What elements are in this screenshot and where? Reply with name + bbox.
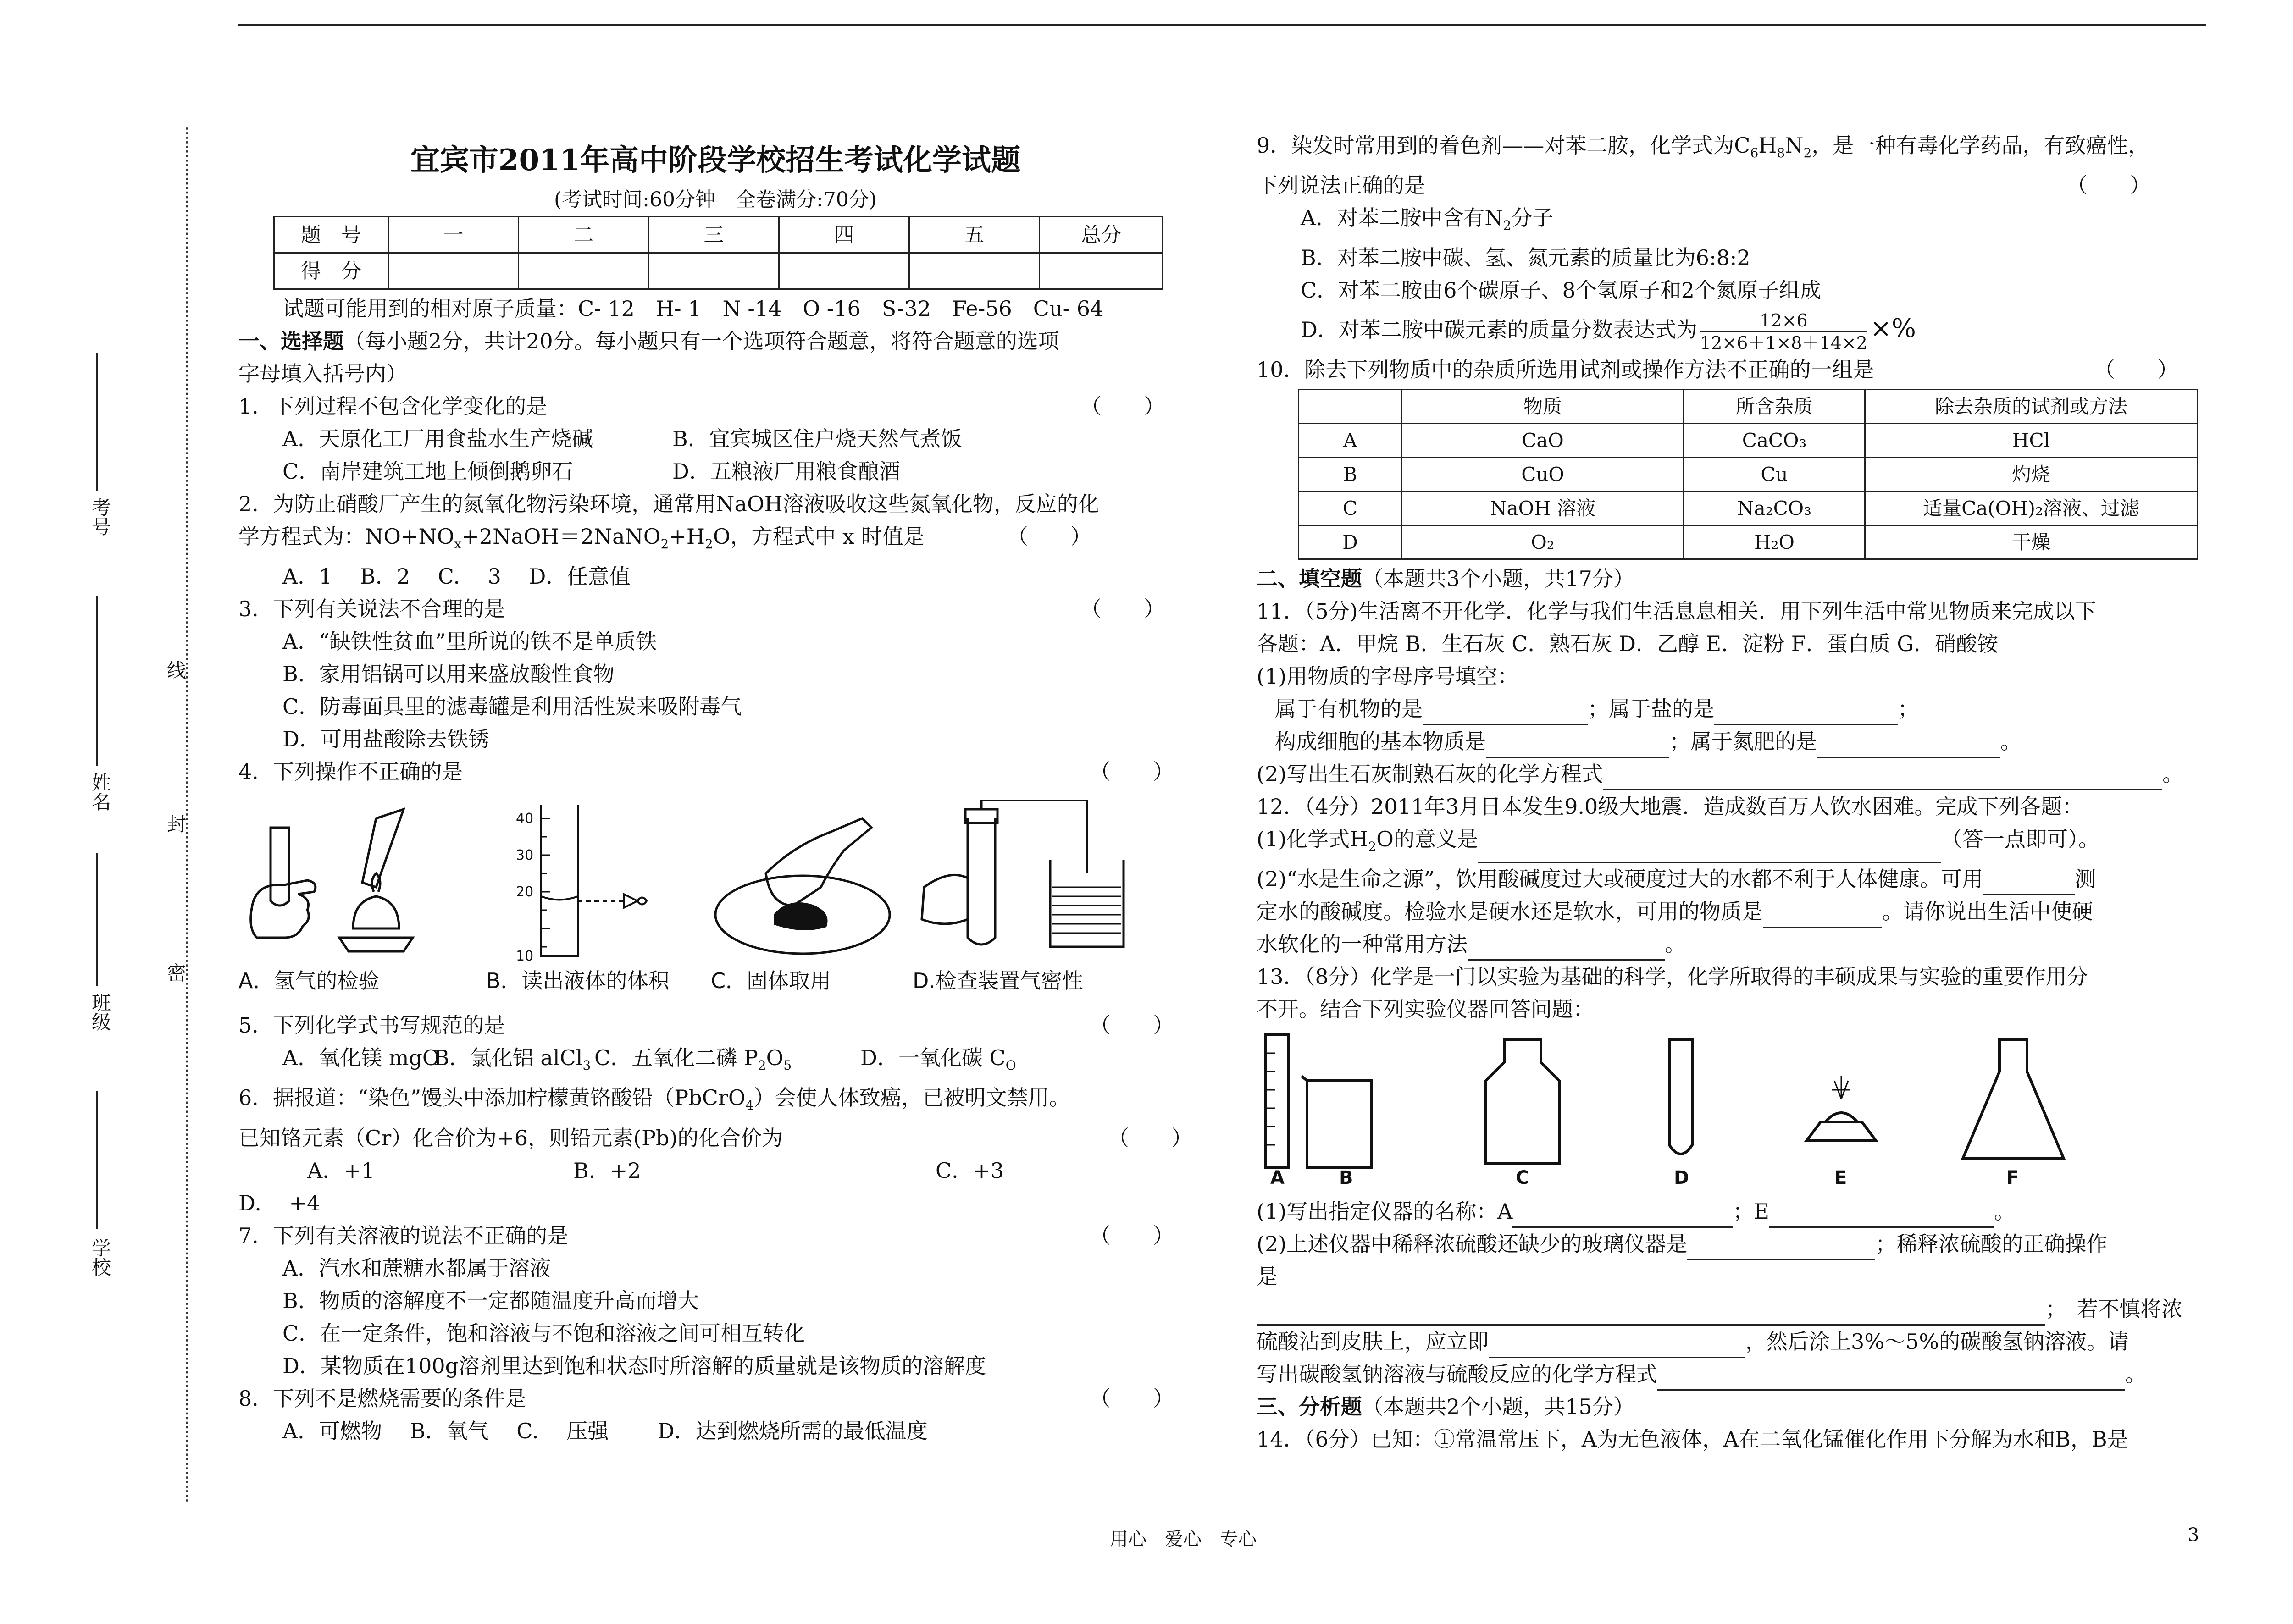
score-value-row <box>274 253 1163 289</box>
seal-char-line: 线 <box>164 660 187 679</box>
question-10: 10．除去下列物质中的杂质所选用试剂或操作方法不正确的一组是 （ ） <box>1257 354 2206 386</box>
atomic-masses: 试题可能用到的相对原子质量：C- 12 H- 1 N -14 O -16 S-32 Fe-56 Cu- 64 <box>282 296 1104 321</box>
answer-paren[interactable]: （ ） <box>1090 1013 1174 1038</box>
instrument-label: A <box>1270 1167 1285 1187</box>
answer-blank[interactable] <box>1763 905 1882 928</box>
exam-no-label: 考号 <box>89 497 111 536</box>
section-2-heading: 二、填空题 <box>1257 566 1362 591</box>
seal-char-secret: 密 <box>164 963 187 982</box>
figure-b <box>486 800 711 997</box>
left-column <box>238 138 1192 1447</box>
answer-blank[interactable] <box>1257 1302 2045 1326</box>
class-label: 班级 <box>89 993 111 1031</box>
answer-blank[interactable] <box>1478 840 1941 863</box>
option-row: A．氧化镁 mgOB．氯化铝 alCl$_3$ C．五氧化二磷 $P_2O_5$ D．一氧化碳 $C_O$ <box>282 1045 1016 1073</box>
impurity-table <box>1298 389 2198 560</box>
answer-paren[interactable]: （ ） <box>1080 597 1165 622</box>
class-blank <box>96 853 98 986</box>
question-11: 11．（5分)生活离不开化学．化学与我们生活息息相关．用下列生活中常见物质来完成以下 <box>1257 598 2096 624</box>
figure-c <box>711 800 913 997</box>
q4-figures <box>238 800 1192 997</box>
section-1-intro: 一、选择题（每小题2分，共计20分。每小题只有一个选项符合题意，将符合题意的选项 <box>238 329 1059 354</box>
question-2-cont: 学方程式为：$NO+NO_x+2NaOH=2NaNO_2+H_2O$，方程式中 x 时值是 （ ） <box>238 520 1192 560</box>
answer-blank[interactable] <box>1603 767 2162 790</box>
score-input[interactable] <box>388 253 519 289</box>
option-b: B．物质的溶解度不一定都随温度升高而增大 <box>282 1288 699 1313</box>
answer-paren[interactable]: （ ） <box>1090 1223 1174 1248</box>
question-7: 7．下列有关溶液的说法不正确的是 （ ） <box>238 1220 1192 1252</box>
name-label: 姓名 <box>89 773 111 811</box>
table-header-row: 物质 所含杂质 除去杂质的试剂或方法 <box>1299 389 2198 423</box>
section-1-heading: 一、选择题 <box>238 329 344 354</box>
school-label: 学校 <box>89 1238 111 1276</box>
score-cell: 五 <box>909 217 1040 253</box>
score-label: 得 分 <box>274 253 388 289</box>
figure-d <box>913 800 1160 997</box>
conical-flask-f <box>1963 1039 2064 1159</box>
question-13-part2: (2)上述仪器中稀释浓硫酸还缺少的玻璃仪器是 ；稀释浓硫酸的正确操作 <box>1257 1228 2206 1260</box>
score-input[interactable] <box>909 253 1040 289</box>
question-13-part1: (1)写出指定仪器的名称：A ；E 。 <box>1257 1195 2206 1228</box>
option-row: A．+1 B．+2 C．+3 <box>307 1158 1004 1183</box>
answer-blank[interactable] <box>1468 937 1665 961</box>
option-c: C．防毒面具里的滤毒罐是利用活性炭来吸附毒气 <box>282 694 742 719</box>
answer-blank[interactable] <box>1983 872 2075 895</box>
scale-label-30: 30 <box>516 847 534 864</box>
question-13: 13．（8分）化学是一门以实验为基础的科学，化学所取得的丰硕成果与实验的重要作用分 <box>1257 964 2088 989</box>
instrument-label: B <box>1339 1167 1353 1187</box>
answer-blank[interactable] <box>1769 1204 1994 1228</box>
option-d: D．对苯二胺中碳元素的质量分数表达式为 $\frac{12\times 6}{12\times 6+1\times 8+14\times 2}$ ×% <box>1301 310 1916 353</box>
question-14: 14．（6分）已知：①常温常压下，A为无色液体，A在二氧化锰催化作用下分解为水和B，B是 <box>1257 1427 2128 1452</box>
graduated-cylinder-a <box>1266 1035 1289 1168</box>
question-12-part1: (1)化学式$H_2O$的意义是 （答一点即可）。 <box>1257 823 2206 863</box>
option-row: A．天原化工厂用食盐水生产烧碱 B．宜宾城区住户烧天然气煮饭 <box>282 426 962 451</box>
answer-blank[interactable] <box>1714 702 1898 725</box>
score-cell: 总分 <box>1040 217 1163 253</box>
question-11-cont: 各题：A．甲烷 B．生石灰 C．熟石灰 D．乙醇 E．淀粉 F．蛋白质 G．硝酸铵 <box>1257 631 1999 656</box>
answer-blank[interactable] <box>1489 1335 1745 1358</box>
option-a: A．“缺铁性贫血”里所说的铁不是单质铁 <box>282 629 657 654</box>
question-9: 9．染发时常用到的着色剂——对苯二胺，化学式为$C_6H_8N_2$，是一种有毒化学药品，有致癌性， <box>1257 133 2149 161</box>
question-6-cont: 已知铬元素（Cr）化合价为+6，则铅元素(Pb)的化合价为 （ ） <box>238 1122 1192 1154</box>
instrument-label: E <box>1834 1167 1847 1187</box>
section-3-intro: 三、分析题（本题共2个小题，共15分） <box>1257 1394 1634 1420</box>
option-a: A．汽水和蔗糖水都属于溶液 <box>282 1255 551 1281</box>
option-row: A．1 B．2 C. 3 D．任意值 <box>282 564 631 589</box>
option-row: A．可燃物 B．氧气 C. 压强 D．达到燃烧所需的最低温度 <box>282 1418 928 1443</box>
score-input[interactable] <box>779 253 909 289</box>
question-8: 8．下列不是燃烧需要的条件是 （ ） <box>238 1382 1192 1415</box>
option-d: D．某物质在100g溶剂里达到饱和状态时所溶解的质量就是该物质的溶解度 <box>282 1353 986 1378</box>
school-blank <box>96 1091 98 1229</box>
answer-blank[interactable] <box>1512 1204 1733 1228</box>
exam-no-blank <box>96 353 98 491</box>
exam-info: (考试时间:60分钟 全卷满分:70分) <box>554 188 877 211</box>
option-d: D．可用盐酸除去铁锈 <box>282 727 489 752</box>
table-row: A CaO CaCO₃ HCl <box>1299 423 2198 457</box>
scale-label-20: 20 <box>516 884 534 900</box>
score-cell: 一 <box>388 217 519 253</box>
score-header-row <box>274 217 1163 253</box>
right-column <box>1257 129 2206 1456</box>
question-4: 4．下列操作不正确的是 （ ） <box>238 756 1192 788</box>
test-tube-d <box>1669 1039 1692 1154</box>
table-row: C NaOH 溶液 Na₂CO₃ 适量Ca(OH)₂溶液、过滤 <box>1299 491 2198 525</box>
figure-a-caption: A．氢气的检验 <box>238 968 380 994</box>
instrument-label: F <box>2006 1167 2019 1187</box>
answer-paren[interactable]: （ ） <box>1090 1386 1174 1411</box>
option-c: C．对苯二胺由6个碳原子、8个氢原子和2个氮原子组成 <box>1301 278 1821 303</box>
question-3: 3．下列有关说法不合理的是 （ ） <box>238 593 1192 625</box>
top-rule <box>238 24 2206 26</box>
section-2-intro: 二、填空题（本题共3个小题，共17分） <box>1257 566 1634 591</box>
answer-blank[interactable] <box>1486 735 1669 758</box>
score-cell: 四 <box>779 217 909 253</box>
score-cell: 三 <box>649 217 779 253</box>
name-blank <box>96 596 98 766</box>
option-b: B．对苯二胺中碳、氢、氮元素的质量比为6:8:2 <box>1301 245 1750 271</box>
score-input[interactable] <box>649 253 779 289</box>
page-number: 3 <box>2188 1525 2199 1546</box>
graduated-cylinder-illustration <box>486 800 711 965</box>
beaker-b <box>1302 1076 1371 1168</box>
question-12-part2-cont: 定水的酸碱度。检验水是硬水还是软水，可用的物质是 。请你说出生活中使硬 <box>1257 895 2206 928</box>
option-a: A．对苯二胺中含有$N_2$分子 <box>1301 205 1554 233</box>
question-5: 5．下列化学式书写规范的是 （ ） <box>238 1009 1192 1042</box>
solid-handling-illustration <box>711 800 913 965</box>
q11-blanks-row2: 构成细胞的基本物质是 ；属于氮肥的是 。 <box>1257 725 2206 758</box>
answer-paren[interactable]: （ ） <box>2066 173 2151 198</box>
lab-instruments-illustration <box>1257 1030 2151 1186</box>
instrument-label: D <box>1674 1167 1689 1187</box>
question-12-part2: (2)“水是生命之源”，饮用酸碱度过大或硬度过大的水都不利于人体健康。可用 测 <box>1257 863 2206 895</box>
answer-paren[interactable]: （ ） <box>1080 394 1165 419</box>
question-9-cont: 下列说法正确的是 （ ） <box>1257 169 2206 202</box>
answer-blank[interactable] <box>1423 702 1588 725</box>
score-cell: 二 <box>519 217 649 253</box>
alcohol-lamp-e <box>1807 1113 1876 1140</box>
question-1: 1．下列过程不包含化学变化的是 （ ） <box>238 390 1192 423</box>
answer-paren[interactable]: （ ） <box>1108 1125 1192 1150</box>
hydrogen-test-illustration <box>238 800 486 965</box>
figure-a <box>238 800 486 997</box>
answer-blank[interactable] <box>1817 735 2000 758</box>
option-c: C．在一定条件，饱和溶液与不饱和溶液之间可相互转化 <box>282 1320 805 1346</box>
figure-c-caption: C．固体取用 <box>711 968 831 994</box>
answer-blank[interactable] <box>1687 1237 1875 1260</box>
section-3-heading: 三、分析题 <box>1257 1394 1362 1420</box>
option-row: C．南岸建筑工地上倾倒鹅卵石 D．五粮液厂用粮食酿酒 <box>282 459 900 484</box>
question-13-cont: 不开。结合下列实验仪器回答问题： <box>1257 997 1594 1022</box>
scale-label-10: 10 <box>516 948 534 965</box>
page-title: 宜宾市2011年高中阶段学校招生考试化学试题 <box>410 143 1021 177</box>
answer-paren[interactable]: （ ） <box>2094 357 2178 382</box>
question-2: 2．为防止硝酸厂产生的氮氧化物污染环境，通常用NaOH溶液吸收这些氮氧化物，反应的化 <box>238 492 1099 516</box>
question-12-part2-end: 水软化的一种常用方法 。 <box>1257 928 2206 961</box>
seal-char-seal: 封 <box>164 814 187 833</box>
score-table <box>273 216 1163 290</box>
airtightness-check-illustration <box>913 800 1160 965</box>
answer-blank[interactable] <box>1657 1367 2125 1391</box>
figure-b-caption: B．读出液体的体积 <box>486 968 670 994</box>
footer-motto: 用心 爱心 专心 <box>1110 1529 1257 1550</box>
section-1-intro-cont: 字母填入括号内） <box>238 361 407 386</box>
score-input[interactable] <box>1040 253 1163 289</box>
mass-fraction: $\frac{12\times 6}{12\times 6+1\times 8+14\times 2}$ <box>1700 310 1867 353</box>
scale-label-40: 40 <box>516 811 534 827</box>
answer-paren[interactable]: （ ） <box>1007 524 1091 549</box>
table-row: B CuO Cu 灼烧 <box>1299 457 2198 491</box>
instrument-label: C <box>1516 1167 1529 1187</box>
question-6: 6．据报道：“染色”馒头中添加柠檬黄铬酸铅（PbCrO$_4$）会使人体致癌，已被明文禁用。 <box>238 1085 1070 1113</box>
question-13-part2-cont: 是 <box>1257 1264 1278 1289</box>
question-12: 12．（4分）2011年3月日本发生9.0级大地震．造成数百万人饮水困难。完成下列各题： <box>1257 794 2083 819</box>
reagent-bottle-c <box>1486 1039 1559 1163</box>
question-13-part3-cont: 写出碳酸氢钠溶液与硫酸反应的化学方程式 。 <box>1257 1358 2206 1391</box>
question-11-part1: (1)用物质的字母序号填空： <box>1257 663 1519 689</box>
answer-paren[interactable]: （ ） <box>1090 759 1174 784</box>
score-input[interactable] <box>519 253 649 289</box>
figure-d-caption: D.检查装置气密性 <box>913 968 1084 994</box>
question-13-part3: 硫酸沾到皮肤上，应立即 ，然后涂上3%～5%的碳酸氢钠溶液。请 <box>1257 1326 2206 1358</box>
q11-blanks-row1: 属于有机物的是 ；属于盐的是 ； <box>1257 693 2206 725</box>
score-cell: 题 号 <box>274 217 388 253</box>
table-row: D O₂ H₂O 干燥 <box>1299 525 2198 559</box>
question-11-part2: (2)写出生石灰制熟石灰的化学方程式 。 <box>1257 758 2206 790</box>
question-13-part2-blank: ； 若不慎将浓 <box>1257 1293 2206 1326</box>
option-d: D. +4 <box>238 1190 321 1215</box>
option-b: B．家用铝锅可以用来盛放酸性食物 <box>282 662 615 687</box>
